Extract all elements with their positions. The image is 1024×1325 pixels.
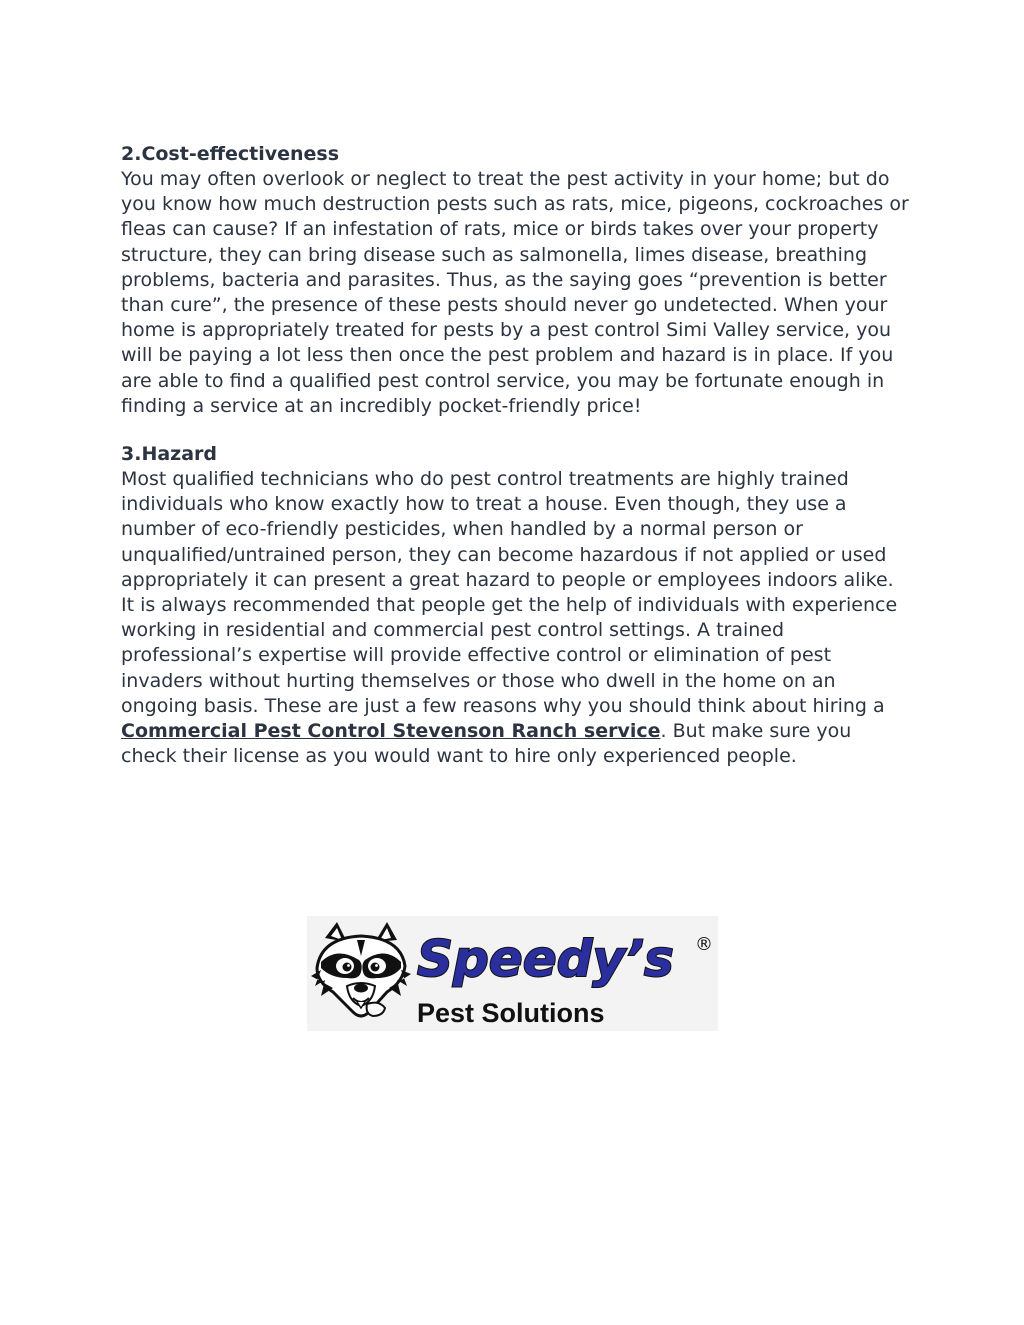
cost-effectiveness-heading: 2.Cost-effectiveness	[121, 143, 340, 165]
logo-brand-text: Speedy’s	[417, 930, 674, 988]
hazard-text-after-link: . But make sure you check their license as you would want to hire only experienced people.	[121, 720, 852, 768]
registered-mark: ®	[695, 934, 713, 955]
document-page	[121, 142, 911, 769]
hazard-heading: 3.Hazard	[121, 443, 218, 466]
section-spacer	[121, 419, 911, 442]
cost-effectiveness-paragraph: You may often overlook or neglect to treat the pest activity in your home; but do you know how much destruction pests such as rats, mice, pigeons, cockroaches or fleas can cause? If an infestation of rats, mice or birds takes over your property structure, they can bring disease such as salmonella, limes disease, breathing problems, bacteria and parasites. Thus, as the saying goes “prevention is better than cure”, the presence of these pests should never go undetected. When your home is appropriately treated for pests by a pest control Simi Valley service, you will be paying a lot less then once the pest problem and hazard is in place. If you are able to find a qualified pest control service, you may be fortunate enough in finding a service at an incredibly pocket-friendly price!	[121, 168, 909, 417]
speedys-logo	[307, 916, 718, 1031]
logo-graphic	[307, 916, 718, 1031]
hazard-paragraph	[121, 467, 911, 769]
logo-tagline-text: Pest Solutions	[417, 998, 605, 1028]
raccoon-mascot-icon	[311, 922, 411, 1016]
commercial-pest-control-link[interactable]: Commercial Pest Control Stevenson Ranch service	[121, 720, 661, 743]
hazard-text-before-link: Most qualified technicians who do pest control treatments are highly trained individuals who know exactly how to treat a house. Even though, they use a number of eco-friendly pesticides, when handled by a normal person or unqualified/untrained person, they can become hazardous if not applied or used appropriately it can present a great hazard to people or employees indoors alike. It is always recommended that people get the help of individuals with experience working in residential and commercial pest control settings. A trained professional’s expertise will provide effective control or elimination of pest invaders without hurting themselves or those who dwell in the home on an ongoing basis. These are just a few reasons why you should think about hiring a	[121, 468, 898, 717]
